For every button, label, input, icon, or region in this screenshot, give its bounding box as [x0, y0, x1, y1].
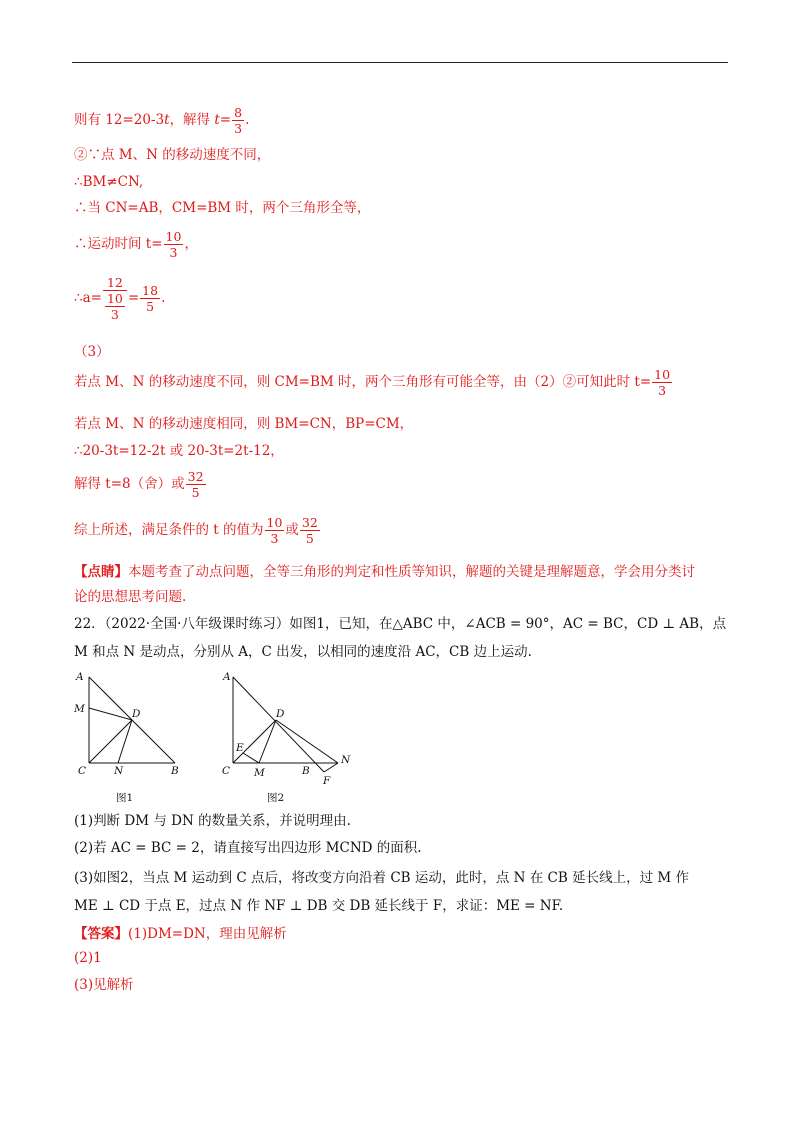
nested-fraction: $\frac{12}{\frac{10}{3}}$ — [103, 276, 127, 321]
segment-em — [243, 753, 259, 763]
comment-line-1: 【点睛】本题考查了动点问题，全等三角形的判定和性质等知识，解题的关键是理解题意，学会用分类讨 — [74, 564, 695, 580]
part3-conclusion: 综上所述，满足条件的 t 的值为 $\frac{10}{3}$ 或 $\frac{32}{5}$ — [74, 515, 318, 547]
label-n: N — [114, 765, 124, 777]
segment-dn — [276, 720, 338, 763]
solution-line-6: ∴a= $\frac{12}{\frac{10}{3}}$ = $\frac{18}{5}$ . — [74, 275, 166, 323]
caption-fig-1: 图1 — [116, 792, 134, 804]
fraction-8-3: $\frac{8}{3}$ — [234, 105, 243, 137]
answer-line-3: (3)见解析 — [74, 977, 134, 993]
fraction-10-3: $\frac{10}{3}$ — [165, 229, 182, 261]
label-c: C — [78, 765, 87, 777]
segment-nf — [324, 763, 338, 772]
label-f: F — [323, 775, 331, 787]
segment-cd — [89, 720, 132, 763]
answer-line-1: 【答案】(1)DM=DN，理由见解析 — [74, 926, 287, 942]
solution-line-3: ∴BM≠CN, — [74, 174, 144, 190]
label-e: E — [236, 742, 244, 754]
problem-22-line-2: M 和点 N 是动点，分别从 A，C 出发，以相同的速度沿 AC，CB 边上运动. — [74, 644, 532, 660]
label-b: B — [171, 765, 179, 777]
figure-1 — [70, 668, 190, 808]
question-3-line-1: (3)如图2，当点 M 运动到 C 点后，将改变方向沿着 CB 运动，此时，点 N 在 CB 延长线上，过 M 作 — [74, 870, 689, 886]
line-adf — [233, 677, 324, 772]
comment-line-2: 论的思想思考问题. — [74, 589, 187, 605]
comment-tag: 【点睛】 — [74, 564, 128, 580]
solution-line-1: 则有 12=20-3t，解得 t= $\frac{8}{3}$ . — [74, 105, 250, 137]
fraction-10-3: $\frac{10}{3}$ — [266, 515, 283, 547]
part3-line-3: ∴20-3t=12-2t 或 20-3t=2t-12， — [74, 443, 284, 459]
label-d: D — [132, 708, 141, 720]
fraction-32-5: $\frac{32}{5}$ — [187, 469, 204, 501]
figure-2 — [212, 668, 362, 808]
question-3-line-2: ME ⊥ CD 于点 E，过点 N 作 NF ⊥ DB 交 DB 延长线于 F，求证：ME = NF. — [74, 898, 564, 914]
label-d: D — [276, 708, 285, 720]
caption-fig-2: 图2 — [267, 792, 285, 804]
label-a: A — [223, 671, 231, 683]
answer-tag: 【答案】 — [74, 926, 128, 942]
part3-line-4: 解得 t=8（舍）或 $\frac{32}{5}$ — [74, 469, 204, 501]
label-c: C — [222, 765, 231, 777]
label-m: M — [254, 767, 265, 779]
fraction-18-5: $\frac{18}{5}$ — [142, 283, 159, 315]
label-a: A — [76, 671, 84, 683]
question-1: (1)判断 DM 与 DN 的数量关系，并说明理由. — [74, 813, 351, 829]
fraction-10-3: $\frac{10}{3}$ — [654, 367, 671, 399]
label-n: N — [341, 754, 351, 766]
solution-line-4: ∴当 CN=AB，CM=BM 时，两个三角形全等， — [74, 200, 371, 216]
part3-line-2: 若点 M、N 的移动速度相同，则 BM=CN，BP=CM， — [74, 416, 414, 432]
answer-line-2: (2)1 — [74, 950, 102, 966]
fraction-32-5: $\frac{32}{5}$ — [301, 515, 318, 547]
part3-label: （3） — [74, 344, 110, 360]
header-rule — [72, 62, 728, 63]
part3-line-1: 若点 M、N 的移动速度不同，则 CM=BM 时，两个三角形有可能全等，由（2）②可知此时 t= $\frac{10}{3}$ — [74, 367, 671, 399]
question-2: (2)若 AC = BC = 2，请直接写出四边形 MCND 的面积. — [74, 840, 422, 856]
problem-22-line-1: 22．（2022·全国·八年级课时练习）如图1，已知，在△ABC 中，∠ACB = 90°，AC = BC，CD ⊥ AB，点 — [74, 616, 727, 632]
segment-md — [259, 720, 276, 763]
label-b: B — [302, 765, 310, 777]
solution-line-2: ②∵点 M、N 的移动速度不同， — [74, 147, 271, 163]
label-m: M — [74, 703, 85, 715]
solution-line-5: ∴运动时间 t= $\frac{10}{3}$ ， — [74, 229, 198, 261]
